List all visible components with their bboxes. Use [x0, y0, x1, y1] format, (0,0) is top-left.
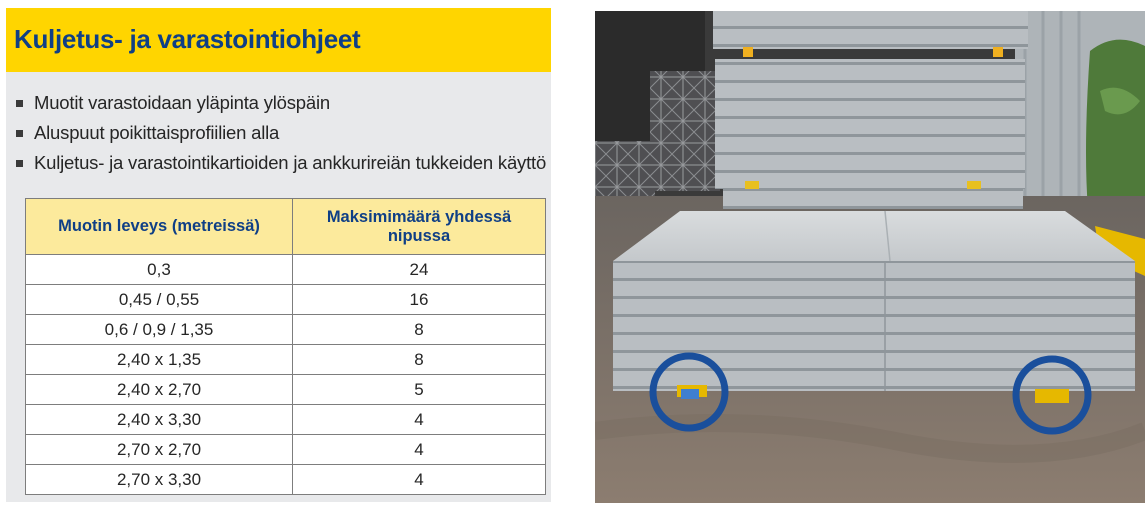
table-row: [26, 465, 546, 495]
cell-width: 2,70 x 3,30: [26, 465, 293, 495]
page-title: Kuljetus- ja varastointiohjeet: [14, 24, 361, 54]
cell-max-count: 4: [293, 465, 546, 495]
cell-width: 0,45 / 0,55: [26, 285, 293, 315]
cell-max-count: 16: [293, 285, 546, 315]
cell-max-count: 8: [293, 345, 546, 375]
bullet-item: Kuljetus- ja varastointikartioiden ja ankkurireiän tukkeiden käyttö: [16, 148, 551, 178]
storage-photo: [595, 11, 1145, 503]
cell-max-count: 8: [293, 315, 546, 345]
cell-max-count: 5: [293, 375, 546, 405]
table-row: [26, 375, 546, 405]
bullet-item: Aluspuut poikittaisprofiilien alla: [16, 118, 551, 148]
table-row: [26, 345, 546, 375]
table-header-row: [26, 199, 546, 255]
table-row: [26, 405, 546, 435]
cell-width: 2,70 x 2,70: [26, 435, 293, 465]
instructions-panel: [6, 8, 551, 502]
table-row: [26, 255, 546, 285]
table-row: [26, 315, 546, 345]
table-row: [26, 285, 546, 315]
table-row: [26, 435, 546, 465]
cell-max-count: 24: [293, 255, 546, 285]
capacity-table: [25, 198, 546, 495]
cell-width: 2,40 x 2,70: [26, 375, 293, 405]
cell-width: 0,6 / 0,9 / 1,35: [26, 315, 293, 345]
bullet-item: Muotit varastoidaan yläpinta ylöspäin: [16, 88, 551, 118]
cell-max-count: 4: [293, 405, 546, 435]
cell-max-count: 4: [293, 435, 546, 465]
title-bar: [6, 8, 551, 72]
cell-width: 2,40 x 1,35: [26, 345, 293, 375]
bullet-list: [16, 88, 551, 178]
cell-width: 2,40 x 3,30: [26, 405, 293, 435]
header-width: Muotin leveys (metreissä): [26, 199, 293, 255]
cell-width: 0,3: [26, 255, 293, 285]
header-max-count: Maksimimäärä yhdessä nipussa: [293, 199, 546, 255]
